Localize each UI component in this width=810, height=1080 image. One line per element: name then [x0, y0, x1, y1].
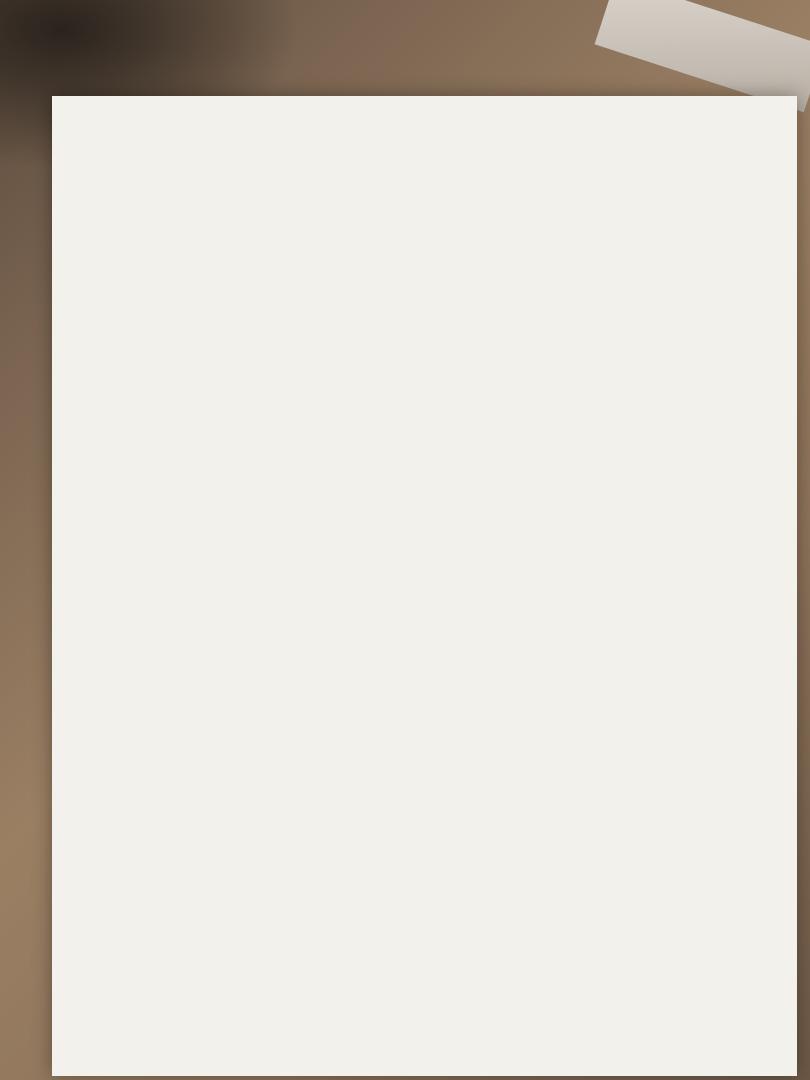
- paper-sheet: [52, 96, 797, 1076]
- section-heading: [94, 128, 776, 144]
- sheet-content: [86, 114, 776, 178]
